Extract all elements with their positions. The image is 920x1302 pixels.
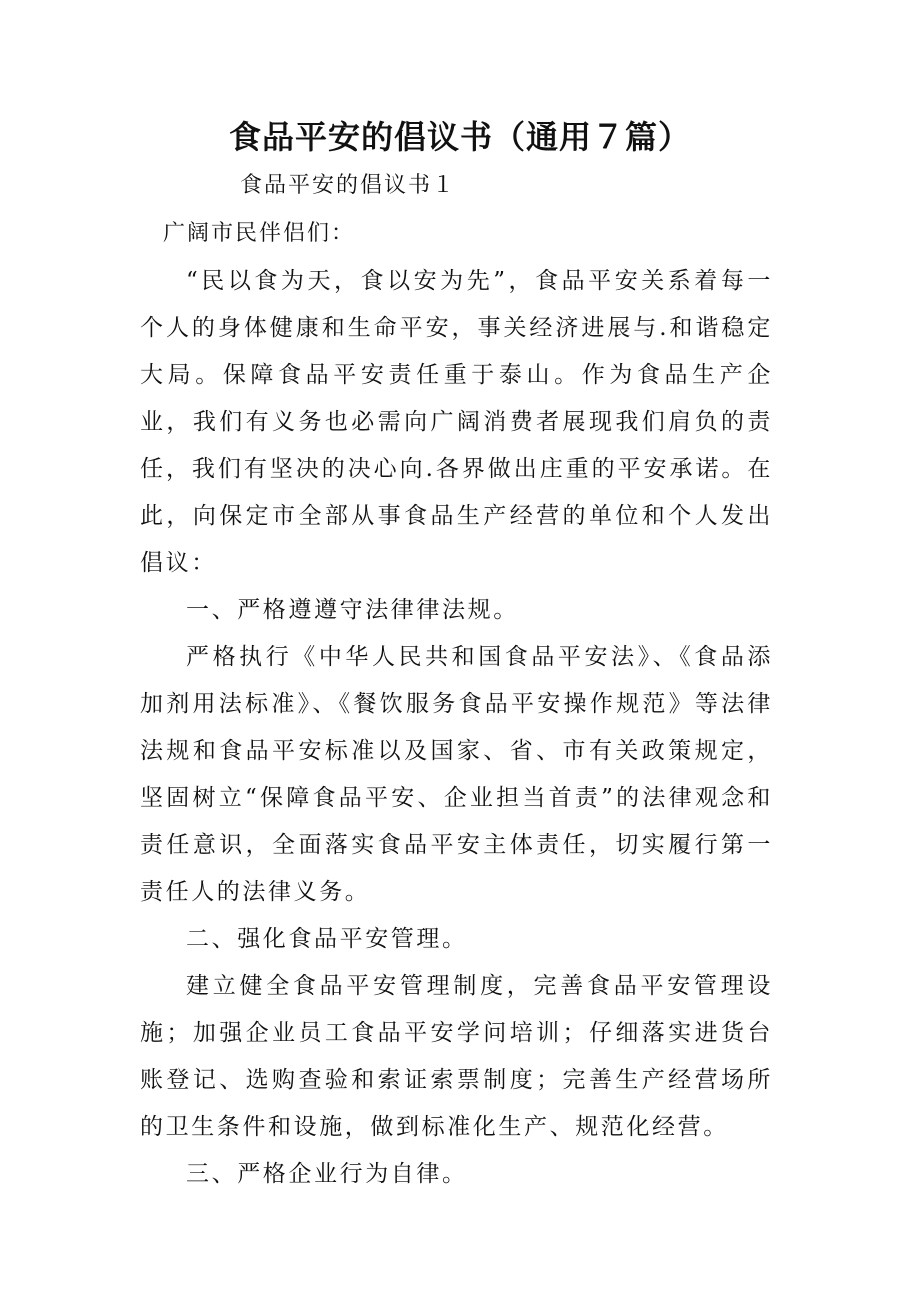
heading-section-2: 二、强化食品平安管理。 (186, 926, 468, 952)
heading-section-1: 一、严格遵遵守法律律法规。 (186, 597, 519, 623)
paragraph-section-2: 建立健全食品平安管理制度，完善食品平安管理设施；加强企业员工食品平安学问培训；仔细落实进货台账登记、选购查验和索证索票制度；完善生产经营场所的卫生条件和设施，做到标准化生产、规范化经营。 (140, 973, 773, 1140)
document-title: 食品平安的倡议书（通用７篇） (228, 118, 691, 156)
document-body (140, 258, 773, 1198)
section-subtitle: 食品平安的倡议书１ (240, 173, 457, 198)
paragraph-intro: “民以食为天，食以安为先”，食品平安关系着每一个人的身体健康和生命平安，事关经济进展与.和谐稳定大局。保障食品平安责任重于泰山。作为食品生产企业，我们有义务也必需向广阔消费者展现我们肩负的责任，我们有坚决的决心向.各界做出庄重的平安承诺。在此，向保定市全部从事食品生产经营的单位和个人发出倡议： (140, 268, 773, 576)
greeting-line: 广阔市民伴侣们： (163, 221, 356, 246)
paragraph-section-1: 严格执行《中华人民共和国食品平安法》、《食品添加剂用法标准》、《餐饮服务食品平安操作规范》等法律法规和食品平安标准以及国家、省、市有关政策规定，坚固树立“保障食品平安、企业担当首责”的法律观念和责任意识，全面落实食品平安主体责任，切实履行第一责任人的法律义务。 (140, 644, 773, 905)
heading-section-3: 三、严格企业行为自律。 (186, 1161, 468, 1187)
